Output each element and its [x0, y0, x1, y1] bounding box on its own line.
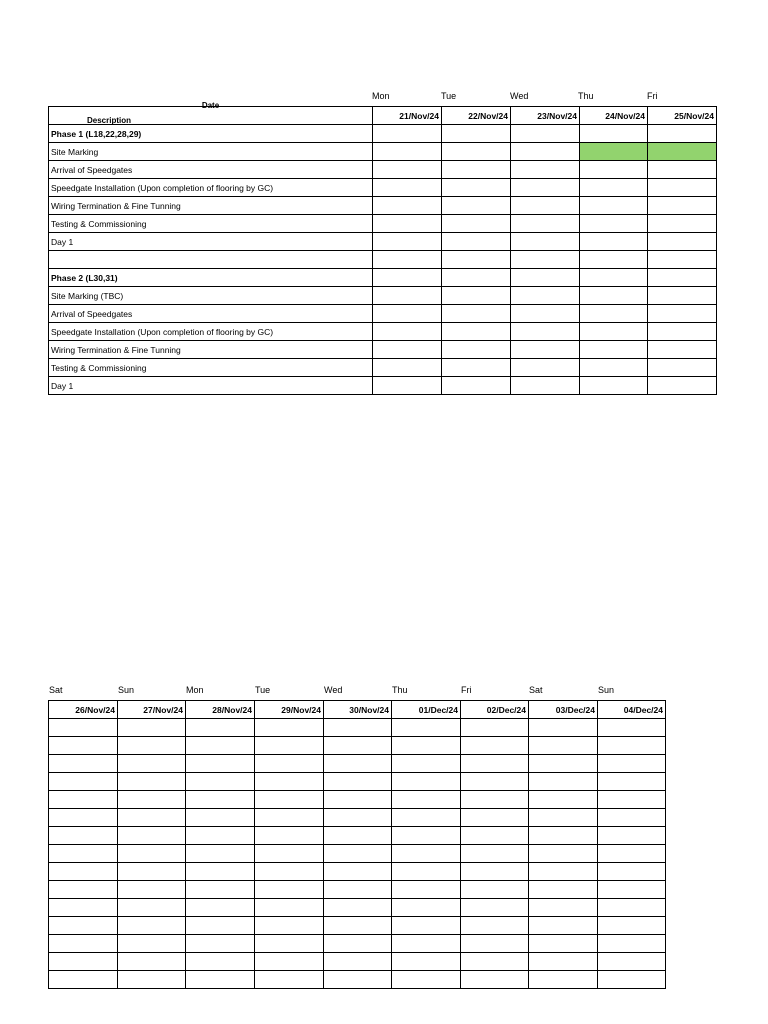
day-name: Wed: [324, 685, 343, 695]
schedule-cell[interactable]: [529, 827, 598, 845]
task-description: Day 1: [49, 377, 373, 395]
table-row: [49, 881, 666, 899]
schedule-cell[interactable]: [392, 953, 461, 971]
schedule-cell[interactable]: [442, 161, 511, 179]
schedule-cell[interactable]: [648, 251, 717, 269]
schedule-cell[interactable]: [442, 341, 511, 359]
day-name: Sun: [598, 685, 615, 695]
schedule-cell[interactable]: [580, 287, 648, 305]
schedule-cell[interactable]: [598, 971, 666, 989]
schedule-cell[interactable]: [255, 917, 324, 935]
table-row: [49, 953, 666, 971]
task-description: Site Marking: [49, 143, 373, 161]
schedule-cell[interactable]: [529, 809, 598, 827]
date-header: 02/Dec/24: [461, 701, 529, 719]
schedule-cell[interactable]: [373, 143, 442, 161]
table-row: [49, 179, 717, 197]
schedule-cell[interactable]: [324, 971, 392, 989]
schedule-cell[interactable]: [648, 341, 717, 359]
schedule-cell[interactable]: [118, 827, 186, 845]
schedule-cell[interactable]: [324, 719, 392, 737]
schedule-cell[interactable]: [648, 377, 717, 395]
schedule-cell[interactable]: [461, 737, 529, 755]
schedule-cell[interactable]: [255, 755, 324, 773]
day-name: Tue: [255, 685, 271, 695]
schedule-cell[interactable]: [461, 755, 529, 773]
schedule-cell[interactable]: [255, 971, 324, 989]
schedule-cell[interactable]: [324, 773, 392, 791]
table-row: [49, 161, 717, 179]
description-header: [49, 101, 373, 125]
schedule-cell[interactable]: [255, 845, 324, 863]
schedule-cell[interactable]: [324, 755, 392, 773]
day-name: Tue: [441, 91, 457, 101]
schedule-cell[interactable]: [324, 809, 392, 827]
schedule-cell[interactable]: [255, 863, 324, 881]
schedule-cell[interactable]: [186, 863, 255, 881]
schedule-cell[interactable]: [580, 161, 648, 179]
schedule-cell[interactable]: [442, 269, 511, 287]
schedule-cell[interactable]: [511, 287, 580, 305]
schedule-cell[interactable]: [373, 179, 442, 197]
schedule-cell[interactable]: [324, 953, 392, 971]
table-row: [49, 971, 666, 989]
schedule-cell[interactable]: [392, 863, 461, 881]
schedule-cell[interactable]: [442, 143, 511, 161]
schedule-cell[interactable]: [49, 827, 118, 845]
schedule-table-2: [48, 700, 666, 989]
schedule-cell[interactable]: [461, 971, 529, 989]
table-row: [49, 287, 717, 305]
schedule-cell[interactable]: [511, 197, 580, 215]
schedule-cell[interactable]: [186, 791, 255, 809]
schedule-cell[interactable]: [580, 251, 648, 269]
task-description: Arrival of Speedgates: [49, 161, 373, 179]
schedule-cell[interactable]: [373, 269, 442, 287]
schedule-cell[interactable]: [529, 845, 598, 863]
schedule-cell[interactable]: [598, 917, 666, 935]
schedule-cell[interactable]: [461, 845, 529, 863]
schedule-cell[interactable]: [511, 323, 580, 341]
schedule-cell[interactable]: [255, 827, 324, 845]
schedule-cell[interactable]: [373, 125, 442, 143]
schedule-cell[interactable]: [529, 881, 598, 899]
table-row: [49, 233, 717, 251]
schedule-cell[interactable]: [373, 323, 442, 341]
schedule-cell[interactable]: [461, 917, 529, 935]
schedule-cell[interactable]: [373, 251, 442, 269]
schedule-cell[interactable]: [373, 215, 442, 233]
schedule-cell[interactable]: [598, 755, 666, 773]
schedule-cell[interactable]: [373, 233, 442, 251]
schedule-cell[interactable]: [49, 971, 118, 989]
schedule-cell[interactable]: [392, 827, 461, 845]
schedule-cell[interactable]: [255, 935, 324, 953]
table-row: [49, 143, 717, 161]
schedule-cell[interactable]: [373, 197, 442, 215]
schedule-cell[interactable]: [598, 773, 666, 791]
schedule-cell[interactable]: [186, 917, 255, 935]
schedule-cell[interactable]: [392, 719, 461, 737]
table-row: [49, 215, 717, 233]
schedule-cell[interactable]: [529, 755, 598, 773]
schedule-cell[interactable]: [580, 359, 648, 377]
schedule-cell[interactable]: [118, 755, 186, 773]
schedule-cell[interactable]: [529, 719, 598, 737]
schedule-cell[interactable]: [186, 953, 255, 971]
table-row: [49, 935, 666, 953]
schedule-cell[interactable]: [598, 863, 666, 881]
schedule-cell[interactable]: [529, 899, 598, 917]
schedule-cell[interactable]: [49, 773, 118, 791]
day-name: Mon: [186, 685, 204, 695]
schedule-cell[interactable]: [49, 755, 118, 773]
schedule-cell[interactable]: [118, 773, 186, 791]
table-row: [49, 197, 717, 215]
schedule-cell[interactable]: [118, 917, 186, 935]
schedule-cell[interactable]: [461, 791, 529, 809]
schedule-cell[interactable]: [511, 305, 580, 323]
task-description: Arrival of Speedgates: [49, 305, 373, 323]
date-header: 25/Nov/24: [648, 107, 717, 125]
schedule-cell[interactable]: [442, 251, 511, 269]
schedule-cell[interactable]: [118, 791, 186, 809]
schedule-cell[interactable]: [461, 773, 529, 791]
schedule-cell[interactable]: [324, 863, 392, 881]
schedule-cell[interactable]: [529, 737, 598, 755]
schedule-cell[interactable]: [648, 269, 717, 287]
schedule-cell[interactable]: [49, 935, 118, 953]
header-row: [49, 107, 717, 125]
schedule-cell[interactable]: [598, 809, 666, 827]
task-description: Wiring Termination & Fine Tunning: [49, 341, 373, 359]
schedule-cell[interactable]: [529, 773, 598, 791]
date-header: 01/Dec/24: [392, 701, 461, 719]
schedule-cell[interactable]: [118, 809, 186, 827]
schedule-cell[interactable]: [511, 215, 580, 233]
day-name: Sat: [49, 685, 63, 695]
schedule-cell[interactable]: [49, 719, 118, 737]
schedule-cell[interactable]: [255, 737, 324, 755]
schedule-cell[interactable]: [118, 935, 186, 953]
table-row: [49, 305, 717, 323]
schedule-body: [49, 125, 717, 395]
table-row: [49, 917, 666, 935]
table-row: [49, 341, 717, 359]
schedule-cell[interactable]: [118, 719, 186, 737]
schedule-cell[interactable]: [118, 845, 186, 863]
schedule-cell[interactable]: [49, 953, 118, 971]
schedule-cell[interactable]: [598, 791, 666, 809]
schedule-cell[interactable]: [324, 899, 392, 917]
schedule-cell[interactable]: [255, 953, 324, 971]
task-description: Phase 1 (L18,22,28,29): [49, 125, 373, 143]
schedule-cell[interactable]: [648, 143, 717, 161]
schedule-cell[interactable]: [598, 827, 666, 845]
schedule-cell[interactable]: [461, 827, 529, 845]
schedule-cell[interactable]: [648, 323, 717, 341]
schedule-cell[interactable]: [186, 899, 255, 917]
schedule-cell[interactable]: [255, 809, 324, 827]
schedule-cell[interactable]: [324, 791, 392, 809]
schedule-cell[interactable]: [49, 863, 118, 881]
schedule-cell[interactable]: [461, 719, 529, 737]
schedule-cell[interactable]: [118, 863, 186, 881]
date-header: 27/Nov/24: [118, 701, 186, 719]
schedule-cell[interactable]: [598, 719, 666, 737]
table-row: [49, 863, 666, 881]
task-description: Testing & Commissioning: [49, 215, 373, 233]
day-name: Thu: [578, 91, 594, 101]
schedule-cell[interactable]: [49, 809, 118, 827]
day-name: Fri: [461, 685, 472, 695]
date-header: 29/Nov/24: [255, 701, 324, 719]
day-name: Sat: [529, 685, 543, 695]
date-header: 21/Nov/24: [373, 107, 442, 125]
table-row: [49, 125, 717, 143]
task-description: Testing & Commissioning: [49, 359, 373, 377]
schedule-cell[interactable]: [373, 341, 442, 359]
schedule-cell[interactable]: [442, 377, 511, 395]
schedule-cell[interactable]: [186, 719, 255, 737]
schedule-cell[interactable]: [580, 125, 648, 143]
schedule-cell[interactable]: [392, 737, 461, 755]
schedule-cell[interactable]: [442, 197, 511, 215]
schedule-cell[interactable]: [324, 917, 392, 935]
schedule-cell[interactable]: [648, 197, 717, 215]
date-header: 30/Nov/24: [324, 701, 392, 719]
schedule-cell[interactable]: [186, 935, 255, 953]
schedule-cell[interactable]: [373, 161, 442, 179]
schedule-cell[interactable]: [511, 233, 580, 251]
schedule-cell[interactable]: [373, 377, 442, 395]
schedule-cell[interactable]: [529, 791, 598, 809]
schedule-cell[interactable]: [392, 773, 461, 791]
day-name: Sun: [118, 685, 135, 695]
schedule-cell[interactable]: [118, 881, 186, 899]
schedule-cell[interactable]: [580, 323, 648, 341]
table-row: [49, 809, 666, 827]
schedule-cell[interactable]: [442, 179, 511, 197]
schedule-cell[interactable]: [186, 881, 255, 899]
schedule-cell[interactable]: [49, 845, 118, 863]
day-name: Thu: [392, 685, 408, 695]
schedule-cell[interactable]: [461, 935, 529, 953]
schedule-cell[interactable]: [529, 971, 598, 989]
schedule-cell[interactable]: [392, 971, 461, 989]
schedule-cell[interactable]: [461, 953, 529, 971]
schedule-cell[interactable]: [648, 179, 717, 197]
schedule-cell[interactable]: [255, 719, 324, 737]
day-name: Mon: [372, 91, 390, 101]
schedule-cell[interactable]: [118, 953, 186, 971]
schedule-cell[interactable]: [648, 287, 717, 305]
schedule-cell[interactable]: [511, 143, 580, 161]
schedule-cell[interactable]: [580, 233, 648, 251]
schedule-cell[interactable]: [373, 359, 442, 377]
schedule-cell[interactable]: [648, 161, 717, 179]
schedule-cell[interactable]: [324, 845, 392, 863]
schedule-cell[interactable]: [442, 215, 511, 233]
schedule-cell[interactable]: [392, 935, 461, 953]
table-row: [49, 791, 666, 809]
date-header-label: Date: [201, 101, 220, 110]
schedule-cell[interactable]: [580, 215, 648, 233]
schedule-cell[interactable]: [529, 935, 598, 953]
schedule-cell[interactable]: [461, 881, 529, 899]
schedule-cell[interactable]: [511, 161, 580, 179]
schedule-cell[interactable]: [186, 971, 255, 989]
schedule-cell[interactable]: [186, 755, 255, 773]
schedule-cell[interactable]: [392, 845, 461, 863]
date-header: 04/Dec/24: [598, 701, 666, 719]
schedule-cell[interactable]: [255, 899, 324, 917]
schedule-cell[interactable]: [648, 233, 717, 251]
schedule-table: [48, 101, 717, 395]
task-description: Day 1: [49, 233, 373, 251]
schedule-cell[interactable]: [648, 125, 717, 143]
date-header: 22/Nov/24: [442, 107, 511, 125]
schedule-cell[interactable]: [373, 305, 442, 323]
table-row: [49, 899, 666, 917]
day-name-row-2: [49, 685, 669, 697]
schedule-cell[interactable]: [511, 359, 580, 377]
schedule-cell[interactable]: [580, 197, 648, 215]
schedule-cell[interactable]: [580, 341, 648, 359]
table-row: [49, 251, 717, 269]
date-header: 23/Nov/24: [511, 107, 580, 125]
schedule-cell[interactable]: [598, 881, 666, 899]
schedule-cell[interactable]: [580, 143, 648, 161]
schedule-cell[interactable]: [648, 359, 717, 377]
schedule-cell[interactable]: [529, 917, 598, 935]
schedule-cell[interactable]: [598, 953, 666, 971]
schedule-cell[interactable]: [49, 881, 118, 899]
schedule-cell[interactable]: [511, 125, 580, 143]
schedule-cell[interactable]: [49, 899, 118, 917]
schedule-cell[interactable]: [598, 899, 666, 917]
table-row: [49, 359, 717, 377]
schedule-cell[interactable]: [442, 323, 511, 341]
date-header: 28/Nov/24: [186, 701, 255, 719]
table-row: [49, 845, 666, 863]
schedule-cell[interactable]: [186, 827, 255, 845]
table-row: [49, 719, 666, 737]
task-description: Speedgate Installation (Upon completion of flooring by GC): [49, 179, 373, 197]
task-description: Phase 2 (L30,31): [49, 269, 373, 287]
task-description: Site Marking (TBC): [49, 287, 373, 305]
schedule-cell[interactable]: [529, 863, 598, 881]
schedule-cell[interactable]: [511, 179, 580, 197]
schedule-cell[interactable]: [392, 881, 461, 899]
schedule-cell[interactable]: [324, 935, 392, 953]
table-row: [49, 377, 717, 395]
schedule-cell[interactable]: [255, 791, 324, 809]
schedule-cell[interactable]: [580, 269, 648, 287]
schedule-cell[interactable]: [648, 215, 717, 233]
table-row: [49, 269, 717, 287]
schedule-cell[interactable]: [529, 953, 598, 971]
table-row: [49, 755, 666, 773]
table-row: [49, 827, 666, 845]
schedule-cell[interactable]: [442, 359, 511, 377]
date-header: 26/Nov/24: [49, 701, 118, 719]
schedule-cell[interactable]: [648, 305, 717, 323]
schedule-cell[interactable]: [511, 269, 580, 287]
table-row: [49, 737, 666, 755]
schedule-cell[interactable]: [186, 773, 255, 791]
day-name: Wed: [510, 91, 529, 101]
schedule-cell[interactable]: [118, 971, 186, 989]
table-row: [49, 323, 717, 341]
schedule-cell[interactable]: [598, 737, 666, 755]
schedule-cell[interactable]: [442, 125, 511, 143]
schedule-cell[interactable]: [49, 737, 118, 755]
description-header-label: Description: [86, 116, 131, 125]
date-header: 03/Dec/24: [529, 701, 598, 719]
schedule-cell[interactable]: [392, 791, 461, 809]
schedule-cell[interactable]: [511, 251, 580, 269]
schedule-cell[interactable]: [461, 809, 529, 827]
schedule-cell[interactable]: [580, 179, 648, 197]
task-description: Speedgate Installation (Upon completion of flooring by GC): [49, 323, 373, 341]
schedule-cell[interactable]: [511, 341, 580, 359]
schedule-cell[interactable]: [255, 881, 324, 899]
schedule-cell[interactable]: [461, 863, 529, 881]
task-description: Wiring Termination & Fine Tunning: [49, 197, 373, 215]
schedule-cell[interactable]: [461, 899, 529, 917]
schedule-cell[interactable]: [392, 917, 461, 935]
schedule-cell[interactable]: [373, 287, 442, 305]
schedule-cell[interactable]: [392, 755, 461, 773]
schedule-cell[interactable]: [324, 737, 392, 755]
schedule-cell[interactable]: [442, 305, 511, 323]
schedule-cell[interactable]: [442, 233, 511, 251]
task-description: [49, 251, 373, 269]
schedule-cell[interactable]: [186, 737, 255, 755]
schedule-cell[interactable]: [580, 305, 648, 323]
schedule-cell[interactable]: [324, 881, 392, 899]
day-name-row: [372, 91, 716, 103]
schedule-cell[interactable]: [49, 791, 118, 809]
schedule-cell[interactable]: [580, 377, 648, 395]
schedule-cell[interactable]: [442, 287, 511, 305]
header-row-2: [49, 701, 666, 719]
schedule-cell[interactable]: [392, 899, 461, 917]
table-row: [49, 773, 666, 791]
schedule-cell[interactable]: [49, 917, 118, 935]
schedule-cell[interactable]: [324, 827, 392, 845]
schedule-cell[interactable]: [598, 845, 666, 863]
date-header: 24/Nov/24: [580, 107, 648, 125]
schedule-cell[interactable]: [511, 377, 580, 395]
schedule-cell[interactable]: [255, 773, 324, 791]
schedule-body-2: [49, 719, 666, 989]
schedule-cell[interactable]: [118, 737, 186, 755]
schedule-cell[interactable]: [392, 809, 461, 827]
day-name: Fri: [647, 91, 658, 101]
schedule-cell[interactable]: [186, 809, 255, 827]
schedule-cell[interactable]: [598, 935, 666, 953]
schedule-cell[interactable]: [118, 899, 186, 917]
schedule-cell[interactable]: [186, 845, 255, 863]
